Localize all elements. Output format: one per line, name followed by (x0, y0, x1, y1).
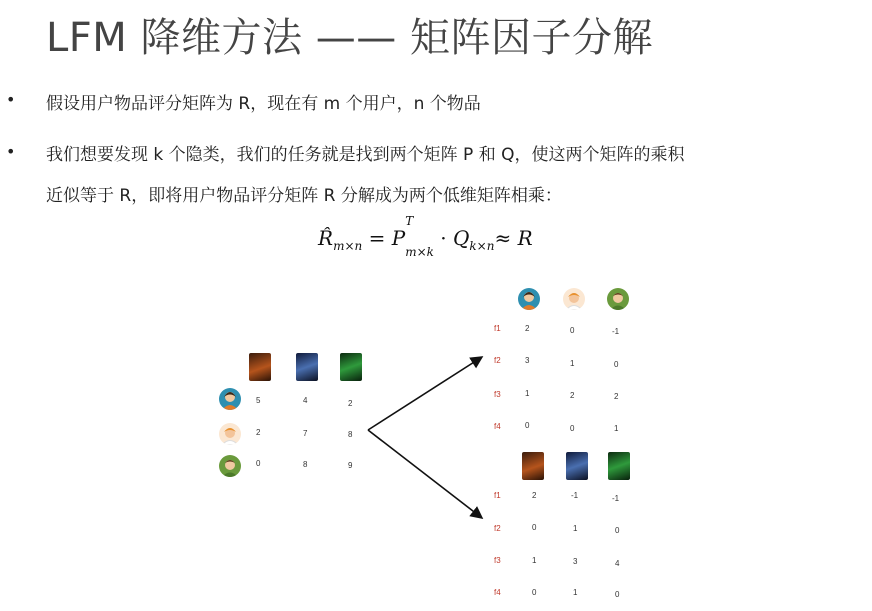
q-cell: 0 (615, 526, 620, 535)
formula-approx: ≈ R (494, 226, 533, 250)
formula-p: P (391, 226, 406, 250)
p-cell: 2 (570, 391, 575, 400)
q-cell: 0 (532, 523, 537, 532)
r-cell: 4 (303, 396, 308, 405)
formula-p-sub: m×k (405, 245, 434, 259)
bullet-marker: • (6, 90, 16, 109)
q-cell: 2 (532, 491, 537, 500)
arrow-up (368, 357, 482, 430)
r-cell: 5 (256, 396, 261, 405)
formula-q-sub: k×n (469, 239, 495, 253)
formula-r-hat: R̂ (318, 226, 334, 250)
p-cell: 0 (525, 421, 530, 430)
r-cell: 2 (348, 399, 353, 408)
bullet-2-text-line-2: 近似等于 R，即将用户物品评分矩阵 R 分解成为两个低维矩阵相乘： (46, 186, 562, 206)
page-title: LFM 降维方法 —— 矩阵因子分解 (46, 15, 653, 61)
formula-equals: = (368, 226, 386, 250)
bullet-marker: • (6, 142, 16, 161)
p-cell: 1 (614, 424, 619, 433)
q-factor-label: f4 (494, 588, 501, 597)
bullet-2-text-line-1: 我们想要发现 k 个隐类，我们的任务就是找到两个矩阵 P 和 Q，使这两个矩阵的乘积 (46, 145, 685, 165)
q-factor-label: f1 (494, 491, 501, 500)
q-factor-label: f3 (494, 556, 501, 565)
formula-dot: · (440, 226, 447, 250)
p-cell: -1 (612, 327, 620, 336)
movie-poster-orange-icon (249, 353, 271, 381)
p-cell: 1 (525, 389, 530, 398)
q-cell: 4 (615, 559, 620, 568)
p-factor-label: f1 (494, 324, 501, 333)
p-cell: 1 (570, 359, 575, 368)
q-cell: 0 (532, 588, 537, 597)
q-cell: 3 (573, 557, 578, 566)
q-cell: -1 (612, 494, 620, 503)
p-factor-label: f2 (494, 356, 501, 365)
arrow-down (368, 430, 482, 518)
p-cell: 0 (570, 326, 575, 335)
formula-r-sub: m×n (333, 239, 363, 253)
r-cell: 8 (348, 430, 353, 439)
p-cell: 2 (525, 324, 530, 333)
p-cell: 0 (614, 360, 619, 369)
user-avatar-teal-icon (219, 388, 241, 410)
r-cell: 9 (348, 461, 353, 470)
p-factor-label: f3 (494, 390, 501, 399)
movie-poster-orange-icon (522, 452, 544, 480)
p-cell: 2 (614, 392, 619, 401)
q-cell: 1 (532, 556, 537, 565)
formula-q: Q (452, 226, 470, 250)
p-cell: 0 (570, 424, 575, 433)
q-cell: 1 (573, 524, 578, 533)
q-cell: 0 (615, 590, 620, 599)
formula-p-sup: T (405, 214, 414, 228)
q-cell: -1 (571, 491, 579, 500)
r-cell: 0 (256, 459, 261, 468)
user-avatar-orange-icon (219, 423, 241, 445)
q-factor-label: f2 (494, 524, 501, 533)
user-avatar-green-icon (219, 455, 241, 477)
bullet-1-text: 假设用户物品评分矩阵为 R，现在有 m 个用户，n 个物品 (46, 94, 481, 114)
p-cell: 3 (525, 356, 530, 365)
movie-poster-green-icon (608, 452, 630, 480)
r-cell: 7 (303, 429, 308, 438)
q-cell: 1 (573, 588, 578, 597)
movie-poster-green-icon (340, 353, 362, 381)
movie-poster-blue-icon (566, 452, 588, 480)
r-cell: 8 (303, 460, 308, 469)
user-avatar-green-icon (607, 288, 629, 310)
p-factor-label: f4 (494, 422, 501, 431)
user-avatar-teal-icon (518, 288, 540, 310)
user-avatar-orange-icon (563, 288, 585, 310)
r-cell: 2 (256, 428, 261, 437)
movie-poster-blue-icon (296, 353, 318, 381)
